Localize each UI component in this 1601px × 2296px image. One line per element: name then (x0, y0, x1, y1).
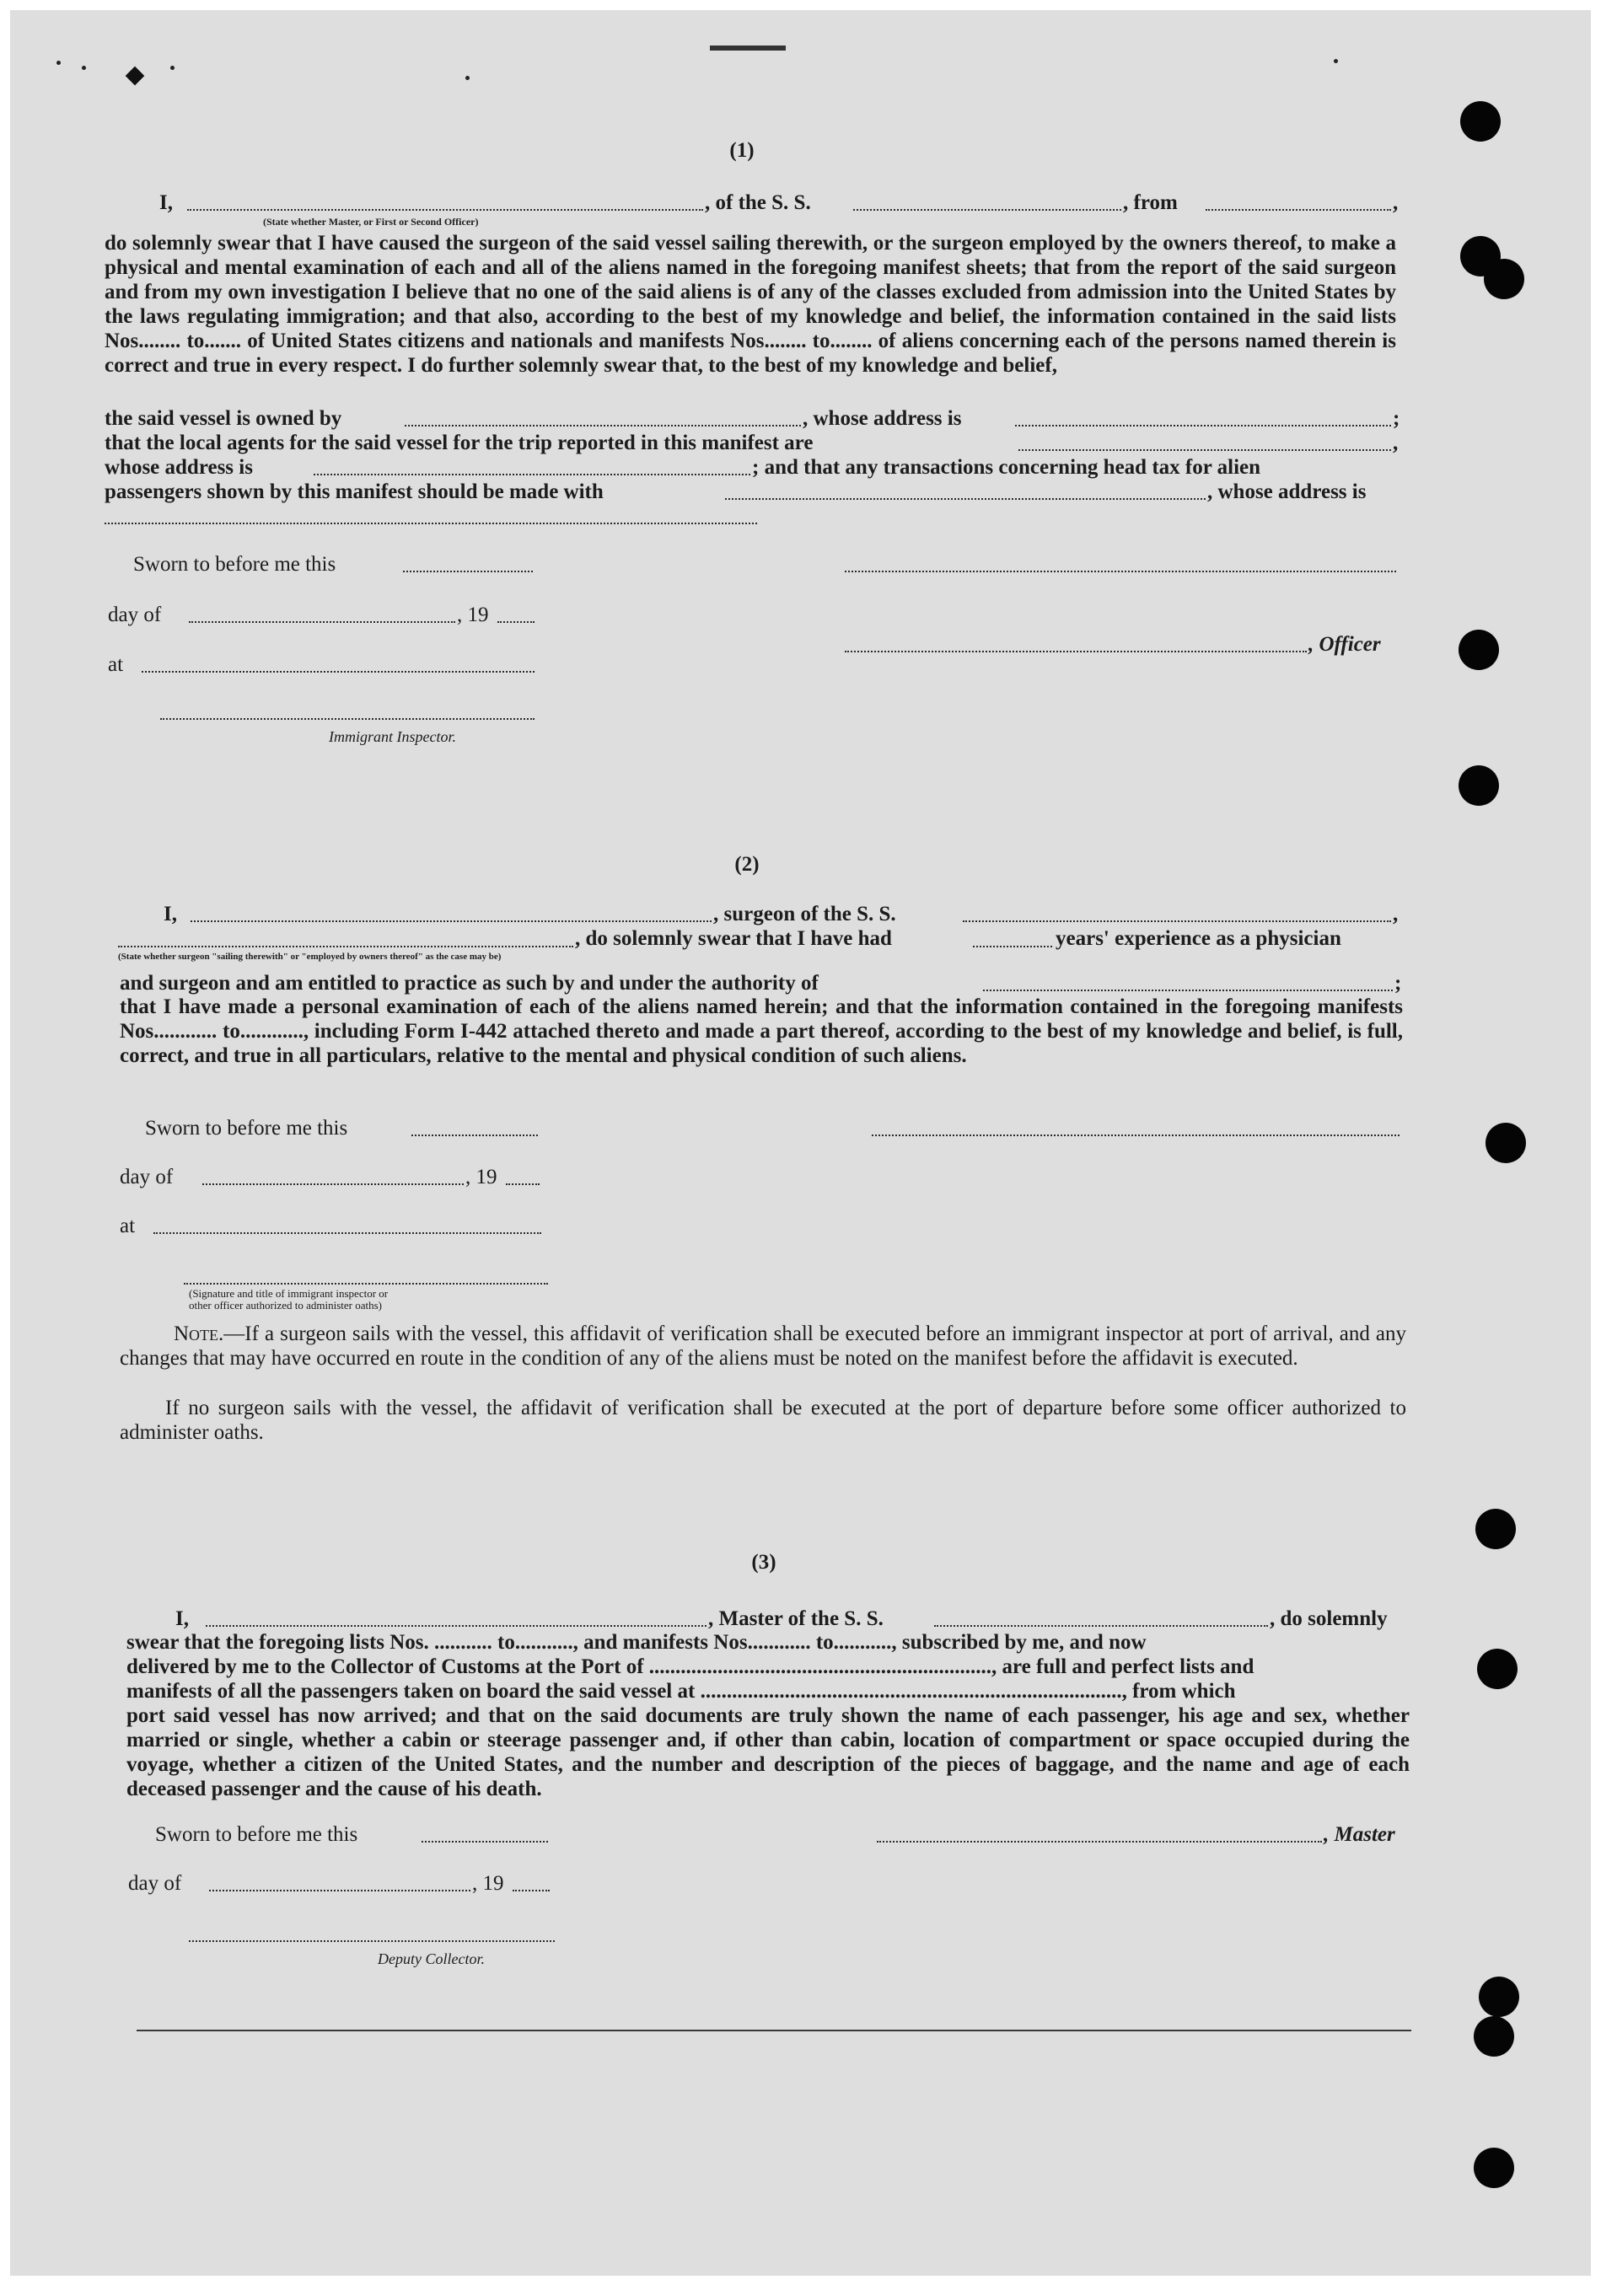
s3-day-of: day of (128, 1872, 182, 1895)
s2-sworn-day-blank[interactable] (411, 1135, 538, 1136)
s1-i: I, (159, 191, 173, 214)
s1-passengers-end: , whose address is (1207, 480, 1367, 503)
s2-ship-blank[interactable] (963, 920, 1391, 922)
s1-year: , 19 (457, 604, 489, 626)
s1-head-tax: ; and that any transactions concerning head tax for alien (752, 456, 1261, 479)
scan-speck (465, 76, 470, 80)
s2-note (120, 1322, 1406, 1371)
s2-inspector-blank[interactable] (184, 1283, 548, 1285)
s2-at: at (120, 1215, 136, 1237)
s2-authority-blank[interactable] (983, 990, 1393, 991)
punch-hole (1474, 2016, 1514, 2057)
punch-hole (1485, 1123, 1526, 1163)
s1-day-of: day of (108, 604, 162, 626)
scan-speck (1334, 59, 1338, 63)
s2-note-text: —If a surgeon sails with the vessel, this affidavit of verification shall be executed before an immigrant inspector at port of arrival, and any changes that may have occurred en route in the condition of any of the aliens must be noted on the manifest before the affidavit is executed. (120, 1322, 1406, 1370)
s1-sworn-day-blank[interactable] (403, 571, 533, 572)
s1-owner-blank[interactable] (405, 425, 801, 426)
punch-hole (1474, 2148, 1514, 2188)
s1-officer: , Officer (1308, 633, 1381, 656)
s1-name-blank[interactable] (187, 209, 703, 211)
s3-paragraph: port said vessel has now arrived; and that on the said documents are truly shown the name of each passenger, his age and sex, whether married or single, whether a cabin or steerage passenger and, if other than cabin, location of compartment or space occupied during the voyage, whether a citizen of the United States, and the number and description of the pieces of baggage, and the name and age of each deceased passenger and the cause of his death. (126, 1704, 1410, 1800)
scan-speck (170, 66, 175, 70)
s1-agents-blank[interactable] (1018, 449, 1391, 451)
scan-speck (56, 61, 61, 65)
s1-inspector-blank[interactable] (160, 718, 535, 720)
s1-inspector: Immigrant Inspector. (329, 728, 456, 745)
manifest-page (10, 10, 1591, 2276)
s1-local-agents: that the local agents for the said vessel for the trip reported in this manifest are (105, 432, 814, 454)
section-2-number: (2) (734, 853, 760, 876)
s3-do-solemnly: , do solemnly (1270, 1607, 1388, 1630)
s3-line-2: swear that the foregoing lists Nos. ........... to..........., and manifests Nos............ to..........., subscribed by me, and now (126, 1631, 1147, 1654)
s3-line-4: manifests of all the passengers taken on board the said vessel at ................................................................................, from which (126, 1680, 1236, 1703)
punch-hole (1484, 259, 1524, 299)
s3-ship-blank[interactable] (934, 1625, 1268, 1627)
s3-month-blank[interactable] (209, 1890, 470, 1891)
s3-i: I, (175, 1607, 189, 1630)
s1-of-ss: , of the S. S. (705, 191, 811, 214)
s2-day-of: day of (120, 1166, 174, 1188)
s3-name-blank[interactable] (206, 1625, 706, 1627)
s1-month-blank[interactable] (189, 621, 455, 623)
punch-hole (1459, 630, 1499, 670)
s1-signature-blank[interactable] (845, 571, 1396, 572)
s1-from: , from (1123, 191, 1178, 214)
s1-ship-blank[interactable] (853, 209, 1121, 211)
s2-note-2: If no surgeon sails with the vessel, the affidavit of verification shall be executed at the port of departure before some officer authorized to administer oaths. (120, 1397, 1406, 1444)
s2-year: , 19 (465, 1166, 497, 1188)
s2-end: , (1393, 903, 1399, 925)
s3-sworn: Sworn to before me this (155, 1823, 358, 1846)
s1-passengers: passengers shown by this manifest should be made with (105, 480, 604, 503)
s2-entitled: and surgeon and am entitled to practice as such by and under the authority of (120, 972, 819, 995)
s2-sig-note-1: (Signature and title of immigrant inspector or (189, 1287, 389, 1300)
s2-surgeon-note: (State whether surgeon "sailing therewith" or "employed by owners thereof" as the case may be) (118, 952, 502, 962)
s3-signature-blank[interactable] (877, 1841, 1322, 1843)
s3-deputy-blank[interactable] (189, 1940, 555, 1942)
s2-sworn: Sworn to before me this (145, 1117, 348, 1140)
s3-master: , Master (1324, 1823, 1395, 1846)
s1-owned-end: ; (1393, 407, 1400, 430)
s2-sig-note-2: other officer authorized to administer oaths) (189, 1299, 382, 1312)
s1-owner-address-blank[interactable] (1015, 425, 1391, 426)
s2-entitled-end: ; (1394, 972, 1402, 995)
s2-role-blank[interactable] (118, 946, 573, 947)
punch-hole (1479, 1977, 1519, 2017)
section-3-number: (3) (751, 1551, 776, 1574)
s1-year-blank[interactable] (497, 621, 535, 623)
s1-end: , (1393, 191, 1399, 214)
s2-years: years' experience as a physician (1056, 927, 1341, 950)
s1-owned-addr: , whose address is (803, 407, 962, 430)
s2-year-blank[interactable] (506, 1183, 540, 1185)
s1-at: at (108, 653, 124, 676)
scan-mark (126, 67, 145, 86)
s2-years-blank[interactable] (973, 946, 1052, 947)
s1-local-end: , (1393, 432, 1399, 454)
s2-paragraph: that I have made a personal examination of each of the aliens named herein; and that the information contained in the foregoing manifests Nos............ to............, including Form I-442 attached thereto and made a part thereof, according to the best of my knowledge and belief, is full, correct, and true in all particulars, relative to the mental and physical condition of such aliens. (120, 995, 1403, 1067)
punch-hole (1477, 1649, 1518, 1689)
s1-whose-address: whose address is (105, 456, 253, 479)
s3-line-3: delivered by me to the Collector of Customs at the Port of ................................................................., are full and perfect lists and (126, 1655, 1254, 1678)
s1-paragraph: do solemnly swear that I have caused the surgeon of the said vessel sailing therewith, or the surgeon employed by the owners thereof, to make a physical and mental examination of each and all of the aliens named in the foregoing manifest sheets; that from the report of the said surgeon and from my own investigation I believe that no one of the said aliens is of any of the classes excluded from admission into the United States by the laws regulating immigration; and that also, according to the best of my knowledge and belief, the information contained in the said lists Nos........ to....... of United States citizens and nationals and manifests Nos........ to........ of aliens concerning each of the persons named therein is correct and true in every respect. I do further solemnly swear that, to the best of my knowledge and belief, (105, 232, 1396, 377)
scan-mark (710, 46, 786, 51)
s1-contact-address-blank[interactable] (105, 523, 757, 524)
s3-year: , 19 (472, 1872, 504, 1895)
s3-master-of: , Master of the S. S. (708, 1607, 884, 1630)
punch-hole (1475, 1509, 1516, 1549)
s1-from-blank[interactable] (1206, 209, 1391, 211)
s2-i: I, (164, 903, 177, 925)
s2-surgeon-of: , surgeon of the S. S. (713, 903, 896, 925)
bottom-rule (137, 2030, 1411, 2031)
s1-owned-by: the said vessel is owned by (105, 407, 342, 430)
s1-agents-address-blank[interactable] (314, 474, 750, 475)
s2-name-blank[interactable] (191, 920, 712, 922)
s1-master-note: (State whether Master, or First or Second Officer) (263, 216, 479, 228)
s2-signature-blank[interactable] (872, 1135, 1400, 1136)
s3-year-blank[interactable] (513, 1890, 550, 1891)
s2-note-label: Note. (174, 1322, 224, 1345)
s1-sworn: Sworn to before me this (133, 553, 336, 576)
s3-sworn-day-blank[interactable] (422, 1841, 548, 1843)
s2-do-swear: , do solemnly swear that I have had (575, 927, 892, 950)
scan-speck (82, 66, 86, 70)
s2-at-blank[interactable] (153, 1232, 541, 1234)
punch-hole (1459, 765, 1499, 806)
s1-at-blank[interactable] (142, 671, 535, 673)
s1-officer-blank[interactable] (845, 651, 1307, 652)
s3-deputy: Deputy Collector. (378, 1950, 485, 1967)
s1-head-tax-contact-blank[interactable] (725, 498, 1206, 500)
punch-hole (1460, 101, 1501, 142)
s2-month-blank[interactable] (202, 1183, 464, 1185)
section-1-number: (1) (729, 139, 755, 162)
